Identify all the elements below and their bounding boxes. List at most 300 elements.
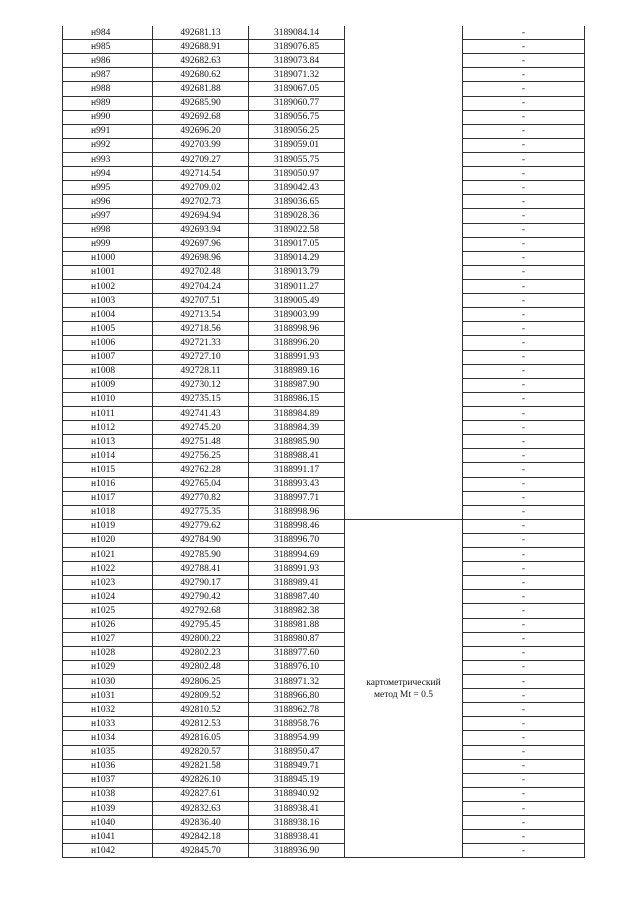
point-name-cell: н1021 — [63, 548, 153, 562]
point-name-cell: н1023 — [63, 576, 153, 590]
table-row — [63, 675, 585, 689]
y-coordinate-cell: 3188986.15 — [249, 392, 345, 406]
table-row — [63, 364, 585, 378]
method-cell-empty — [345, 167, 463, 181]
table-row — [63, 703, 585, 717]
point-name-cell: н1009 — [63, 378, 153, 392]
y-coordinate-cell: 3188996.70 — [249, 533, 345, 547]
note-cell: - — [463, 646, 585, 660]
note-cell: - — [463, 26, 585, 40]
note-cell: - — [463, 54, 585, 68]
table-row — [63, 745, 585, 759]
table-row — [63, 181, 585, 195]
coordinates-table-body — [63, 26, 585, 858]
table-row — [63, 406, 585, 420]
table-row — [63, 717, 585, 731]
method-cell-empty — [345, 378, 463, 392]
note-cell: - — [463, 265, 585, 279]
x-coordinate-cell: 492741.43 — [153, 406, 249, 420]
table-row — [63, 491, 585, 505]
method-cell-empty — [345, 223, 463, 237]
note-cell: - — [463, 675, 585, 689]
note-cell: - — [463, 294, 585, 308]
x-coordinate-cell: 492756.25 — [153, 449, 249, 463]
y-coordinate-cell: 3188936.90 — [249, 844, 345, 858]
note-cell: - — [463, 237, 585, 251]
y-coordinate-cell: 3188938.41 — [249, 802, 345, 816]
x-coordinate-cell: 492680.62 — [153, 68, 249, 82]
x-coordinate-cell: 492698.96 — [153, 251, 249, 265]
note-cell: - — [463, 773, 585, 787]
table-row — [63, 124, 585, 138]
method-cell-empty — [345, 336, 463, 350]
note-cell: - — [463, 816, 585, 830]
point-name-cell: н1012 — [63, 421, 153, 435]
x-coordinate-cell: 492730.12 — [153, 378, 249, 392]
y-coordinate-cell: 3188938.16 — [249, 816, 345, 830]
x-coordinate-cell: 492770.82 — [153, 491, 249, 505]
method-cell-empty — [345, 96, 463, 110]
point-name-cell: н1025 — [63, 604, 153, 618]
y-coordinate-cell: 3188966.80 — [249, 689, 345, 703]
table-row — [63, 40, 585, 54]
y-coordinate-cell: 3189003.99 — [249, 308, 345, 322]
x-coordinate-cell: 492800.22 — [153, 632, 249, 646]
point-name-cell: н996 — [63, 195, 153, 209]
note-cell: - — [463, 195, 585, 209]
note-cell: - — [463, 392, 585, 406]
method-cell-empty — [345, 265, 463, 279]
y-coordinate-cell: 3188988.41 — [249, 449, 345, 463]
method-cell-empty — [345, 294, 463, 308]
y-coordinate-cell: 3188998.46 — [249, 519, 345, 533]
note-cell: - — [463, 181, 585, 195]
point-name-cell: н998 — [63, 223, 153, 237]
point-name-cell: н1024 — [63, 590, 153, 604]
point-name-cell: н1031 — [63, 689, 153, 703]
point-name-cell: н992 — [63, 138, 153, 152]
note-cell: - — [463, 703, 585, 717]
x-coordinate-cell: 492697.96 — [153, 237, 249, 251]
y-coordinate-cell: 3188997.71 — [249, 491, 345, 505]
y-coordinate-cell: 3188940.92 — [249, 787, 345, 801]
note-cell: - — [463, 96, 585, 110]
point-name-cell: н1014 — [63, 449, 153, 463]
x-coordinate-cell: 492735.15 — [153, 392, 249, 406]
point-name-cell: н1017 — [63, 491, 153, 505]
table-row — [63, 689, 585, 703]
table-row — [63, 167, 585, 181]
x-coordinate-cell: 492806.25 — [153, 675, 249, 689]
note-cell: - — [463, 167, 585, 181]
x-coordinate-cell: 492685.90 — [153, 96, 249, 110]
point-name-cell: н1001 — [63, 265, 153, 279]
note-cell: - — [463, 562, 585, 576]
method-cell-empty — [345, 477, 463, 491]
y-coordinate-cell: 3188962.78 — [249, 703, 345, 717]
point-name-cell: н1020 — [63, 533, 153, 547]
point-name-cell: н1027 — [63, 632, 153, 646]
x-coordinate-cell: 492827.61 — [153, 787, 249, 801]
point-name-cell: н1016 — [63, 477, 153, 491]
x-coordinate-cell: 492721.33 — [153, 336, 249, 350]
point-name-cell: н1018 — [63, 505, 153, 519]
note-cell: - — [463, 632, 585, 646]
note-cell: - — [463, 802, 585, 816]
note-cell: - — [463, 152, 585, 166]
method-cell-empty — [345, 152, 463, 166]
note-cell: - — [463, 251, 585, 265]
method-cell-empty — [345, 138, 463, 152]
point-name-cell: н1040 — [63, 816, 153, 830]
x-coordinate-cell: 492696.20 — [153, 124, 249, 138]
table-row — [63, 632, 585, 646]
x-coordinate-cell: 492779.62 — [153, 519, 249, 533]
note-cell: - — [463, 505, 585, 519]
note-cell: - — [463, 336, 585, 350]
x-coordinate-cell: 492688.91 — [153, 40, 249, 54]
table-row — [63, 195, 585, 209]
table-row — [63, 336, 585, 350]
y-coordinate-cell: 3189059.01 — [249, 138, 345, 152]
point-name-cell: н985 — [63, 40, 153, 54]
table-row — [63, 759, 585, 773]
note-cell: - — [463, 68, 585, 82]
y-coordinate-cell: 3189084.14 — [249, 26, 345, 40]
method-cell-empty — [345, 322, 463, 336]
note-cell: - — [463, 477, 585, 491]
table-row — [63, 294, 585, 308]
y-coordinate-cell: 3189076.85 — [249, 40, 345, 54]
note-cell: - — [463, 731, 585, 745]
coordinates-table — [62, 26, 585, 858]
point-name-cell: н997 — [63, 209, 153, 223]
y-coordinate-cell: 3189055.75 — [249, 152, 345, 166]
table-row — [63, 519, 585, 533]
note-cell: - — [463, 435, 585, 449]
note-cell: - — [463, 421, 585, 435]
y-coordinate-cell: 3188984.89 — [249, 406, 345, 420]
table-row — [63, 82, 585, 96]
y-coordinate-cell: 3188977.60 — [249, 646, 345, 660]
y-coordinate-cell: 3188991.17 — [249, 463, 345, 477]
point-name-cell: н1039 — [63, 802, 153, 816]
note-cell: - — [463, 745, 585, 759]
x-coordinate-cell: 492727.10 — [153, 350, 249, 364]
method-cell-empty — [345, 54, 463, 68]
x-coordinate-cell: 492765.04 — [153, 477, 249, 491]
note-cell: - — [463, 364, 585, 378]
point-name-cell: н986 — [63, 54, 153, 68]
point-name-cell: н1035 — [63, 745, 153, 759]
y-coordinate-cell: 3188981.88 — [249, 618, 345, 632]
method-cell-empty — [345, 124, 463, 138]
table-row — [63, 279, 585, 293]
x-coordinate-cell: 492788.41 — [153, 562, 249, 576]
x-coordinate-cell: 492845.70 — [153, 844, 249, 858]
x-coordinate-cell: 492762.28 — [153, 463, 249, 477]
x-coordinate-cell: 492775.35 — [153, 505, 249, 519]
x-coordinate-cell: 492826.10 — [153, 773, 249, 787]
note-cell: - — [463, 576, 585, 590]
x-coordinate-cell: 492728.11 — [153, 364, 249, 378]
note-cell: - — [463, 209, 585, 223]
y-coordinate-cell: 3188938.41 — [249, 830, 345, 844]
point-name-cell: н1030 — [63, 675, 153, 689]
note-cell: - — [463, 322, 585, 336]
method-cell-empty — [345, 421, 463, 435]
method-cell-empty — [345, 181, 463, 195]
point-name-cell: н994 — [63, 167, 153, 181]
y-coordinate-cell: 3188971.32 — [249, 675, 345, 689]
table-row — [63, 54, 585, 68]
method-cell-empty — [345, 364, 463, 378]
note-cell: - — [463, 449, 585, 463]
x-coordinate-cell: 492681.88 — [153, 82, 249, 96]
note-cell: - — [463, 463, 585, 477]
point-name-cell: н1000 — [63, 251, 153, 265]
note-cell: - — [463, 689, 585, 703]
note-cell: - — [463, 110, 585, 124]
y-coordinate-cell: 3188980.87 — [249, 632, 345, 646]
y-coordinate-cell: 3188949.71 — [249, 759, 345, 773]
x-coordinate-cell: 492795.45 — [153, 618, 249, 632]
x-coordinate-cell: 492836.40 — [153, 816, 249, 830]
table-row — [63, 618, 585, 632]
x-coordinate-cell: 492709.02 — [153, 181, 249, 195]
point-name-cell: н1011 — [63, 406, 153, 420]
point-name-cell: н987 — [63, 68, 153, 82]
note-cell: - — [463, 82, 585, 96]
x-coordinate-cell: 492790.42 — [153, 590, 249, 604]
y-coordinate-cell: 3188958.76 — [249, 717, 345, 731]
x-coordinate-cell: 492714.54 — [153, 167, 249, 181]
table-row — [63, 787, 585, 801]
table-row — [63, 209, 585, 223]
point-name-cell: н1005 — [63, 322, 153, 336]
note-cell: - — [463, 519, 585, 533]
point-name-cell: н1033 — [63, 717, 153, 731]
x-coordinate-cell: 492832.63 — [153, 802, 249, 816]
table-row — [63, 646, 585, 660]
x-coordinate-cell: 492810.52 — [153, 703, 249, 717]
method-cell-empty — [345, 308, 463, 322]
y-coordinate-cell: 3189071.32 — [249, 68, 345, 82]
table-row — [63, 449, 585, 463]
x-coordinate-cell: 492842.18 — [153, 830, 249, 844]
y-coordinate-cell: 3188994.69 — [249, 548, 345, 562]
x-coordinate-cell: 492809.52 — [153, 689, 249, 703]
x-coordinate-cell: 492792.68 — [153, 604, 249, 618]
x-coordinate-cell: 492821.58 — [153, 759, 249, 773]
y-coordinate-cell: 3189017.05 — [249, 237, 345, 251]
table-row — [63, 660, 585, 674]
x-coordinate-cell: 492707.51 — [153, 294, 249, 308]
table-row — [63, 421, 585, 435]
x-coordinate-cell: 492693.94 — [153, 223, 249, 237]
y-coordinate-cell: 3188954.99 — [249, 731, 345, 745]
y-coordinate-cell: 3188998.96 — [249, 322, 345, 336]
point-name-cell: н1028 — [63, 646, 153, 660]
y-coordinate-cell: 3189056.25 — [249, 124, 345, 138]
point-name-cell: н1036 — [63, 759, 153, 773]
point-name-cell: н1006 — [63, 336, 153, 350]
y-coordinate-cell: 3188987.90 — [249, 378, 345, 392]
method-cell-empty — [345, 350, 463, 364]
x-coordinate-cell: 492703.99 — [153, 138, 249, 152]
note-cell: - — [463, 406, 585, 420]
note-cell: - — [463, 844, 585, 858]
note-cell: - — [463, 660, 585, 674]
x-coordinate-cell: 492745.20 — [153, 421, 249, 435]
table-row — [63, 322, 585, 336]
y-coordinate-cell: 3188982.38 — [249, 604, 345, 618]
point-name-cell: н991 — [63, 124, 153, 138]
table-row — [63, 392, 585, 406]
y-coordinate-cell: 3189014.29 — [249, 251, 345, 265]
table-row — [63, 604, 585, 618]
point-name-cell: н1032 — [63, 703, 153, 717]
y-coordinate-cell: 3188998.96 — [249, 505, 345, 519]
table-row — [63, 110, 585, 124]
y-coordinate-cell: 3188991.93 — [249, 350, 345, 364]
x-coordinate-cell: 492713.54 — [153, 308, 249, 322]
x-coordinate-cell: 492681.13 — [153, 26, 249, 40]
table-row — [63, 844, 585, 858]
table-row — [63, 830, 585, 844]
point-name-cell: н1007 — [63, 350, 153, 364]
point-name-cell: н1029 — [63, 660, 153, 674]
point-name-cell: н989 — [63, 96, 153, 110]
y-coordinate-cell: 3188985.90 — [249, 435, 345, 449]
table-row — [63, 223, 585, 237]
method-cell-empty — [345, 491, 463, 505]
table-row — [63, 138, 585, 152]
x-coordinate-cell: 492751.48 — [153, 435, 249, 449]
point-name-cell: н984 — [63, 26, 153, 40]
table-row — [63, 378, 585, 392]
note-cell: - — [463, 548, 585, 562]
y-coordinate-cell: 3189022.58 — [249, 223, 345, 237]
note-cell: - — [463, 618, 585, 632]
x-coordinate-cell: 492718.56 — [153, 322, 249, 336]
method-cell-empty — [345, 251, 463, 265]
method-cell-empty — [345, 195, 463, 209]
method-text-line: метод Mt = 0.5 — [373, 689, 433, 700]
y-coordinate-cell: 3188989.16 — [249, 364, 345, 378]
point-name-cell: н1022 — [63, 562, 153, 576]
note-cell: - — [463, 759, 585, 773]
method-cell — [345, 519, 463, 858]
table-row — [63, 576, 585, 590]
point-name-cell: н1004 — [63, 308, 153, 322]
y-coordinate-cell: 3188993.43 — [249, 477, 345, 491]
y-coordinate-cell: 3189036.65 — [249, 195, 345, 209]
table-row — [63, 435, 585, 449]
point-name-cell: н1015 — [63, 463, 153, 477]
y-coordinate-cell: 3188989.41 — [249, 576, 345, 590]
method-text-line: картометрический — [366, 677, 441, 688]
note-cell: - — [463, 279, 585, 293]
point-name-cell: н1019 — [63, 519, 153, 533]
y-coordinate-cell: 3189005.49 — [249, 294, 345, 308]
point-name-cell: н1003 — [63, 294, 153, 308]
method-cell-empty — [345, 406, 463, 420]
method-cell-empty — [345, 392, 463, 406]
table-row — [63, 548, 585, 562]
note-cell: - — [463, 604, 585, 618]
point-name-cell: н1042 — [63, 844, 153, 858]
point-name-cell: н1034 — [63, 731, 153, 745]
note-cell: - — [463, 533, 585, 547]
y-coordinate-cell: 3189011.27 — [249, 279, 345, 293]
note-cell: - — [463, 138, 585, 152]
method-cell-empty — [345, 463, 463, 477]
note-cell: - — [463, 787, 585, 801]
x-coordinate-cell: 492709.27 — [153, 152, 249, 166]
y-coordinate-cell: 3188945.19 — [249, 773, 345, 787]
x-coordinate-cell: 492694.94 — [153, 209, 249, 223]
point-name-cell: н1041 — [63, 830, 153, 844]
table-row — [63, 68, 585, 82]
table-row — [63, 463, 585, 477]
x-coordinate-cell: 492790.17 — [153, 576, 249, 590]
table-row — [63, 477, 585, 491]
table-row — [63, 505, 585, 519]
point-name-cell: н1002 — [63, 279, 153, 293]
x-coordinate-cell: 492702.48 — [153, 265, 249, 279]
point-name-cell: н1026 — [63, 618, 153, 632]
note-cell: - — [463, 830, 585, 844]
method-cell-empty — [345, 40, 463, 54]
point-name-cell: н995 — [63, 181, 153, 195]
table-row — [63, 731, 585, 745]
method-cell-empty — [345, 82, 463, 96]
note-cell: - — [463, 378, 585, 392]
y-coordinate-cell: 3188996.20 — [249, 336, 345, 350]
y-coordinate-cell: 3189056.75 — [249, 110, 345, 124]
table-row — [63, 350, 585, 364]
x-coordinate-cell: 492704.24 — [153, 279, 249, 293]
y-coordinate-cell: 3189050.97 — [249, 167, 345, 181]
note-cell: - — [463, 40, 585, 54]
method-cell-empty — [345, 26, 463, 40]
table-row — [63, 308, 585, 322]
method-cell-empty — [345, 435, 463, 449]
method-cell-empty — [345, 237, 463, 251]
y-coordinate-cell: 3189042.43 — [249, 181, 345, 195]
method-cell-empty — [345, 110, 463, 124]
point-name-cell: н990 — [63, 110, 153, 124]
note-cell: - — [463, 717, 585, 731]
x-coordinate-cell: 492682.63 — [153, 54, 249, 68]
y-coordinate-cell: 3189013.79 — [249, 265, 345, 279]
table-row — [63, 816, 585, 830]
point-name-cell: н999 — [63, 237, 153, 251]
table-row — [63, 26, 585, 40]
method-cell-empty — [345, 68, 463, 82]
x-coordinate-cell: 492820.57 — [153, 745, 249, 759]
table-row — [63, 773, 585, 787]
x-coordinate-cell: 492816.05 — [153, 731, 249, 745]
point-name-cell: н1008 — [63, 364, 153, 378]
point-name-cell: н1010 — [63, 392, 153, 406]
y-coordinate-cell: 3188984.39 — [249, 421, 345, 435]
x-coordinate-cell: 492784.90 — [153, 533, 249, 547]
point-name-cell: н1037 — [63, 773, 153, 787]
x-coordinate-cell: 492812.53 — [153, 717, 249, 731]
method-cell-empty — [345, 209, 463, 223]
